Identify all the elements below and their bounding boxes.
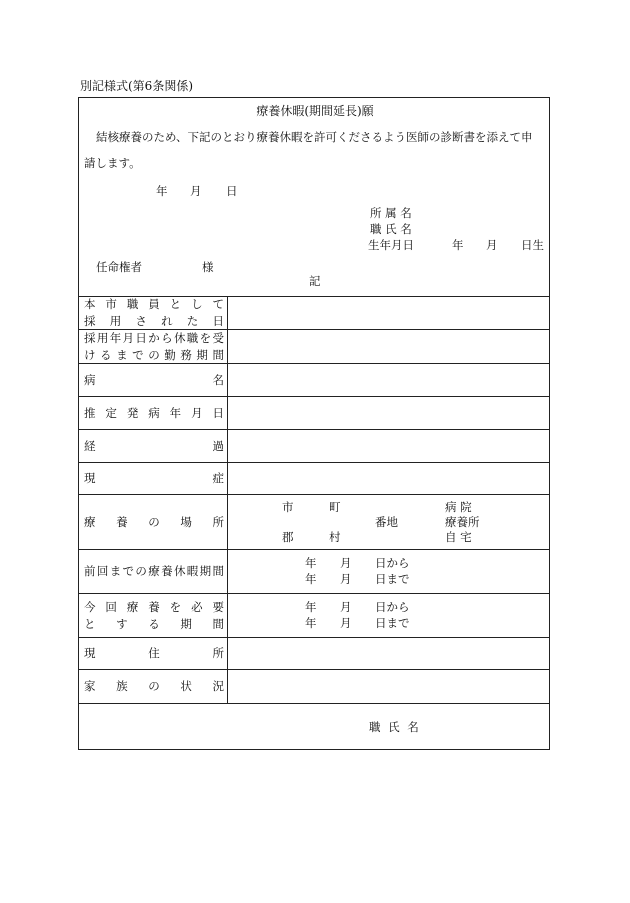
prev-from-month: 月 xyxy=(340,556,352,570)
place-machi: 町 xyxy=(329,500,341,514)
row-label-service-period xyxy=(84,330,224,363)
prev-to-year: 年 xyxy=(305,572,317,586)
place-gun: 郡 xyxy=(282,530,294,544)
row-label-current-condition xyxy=(84,463,224,494)
place-hospital: 病 院 xyxy=(445,500,472,514)
row-label-line: 今 回 療 養 を 必 要 xyxy=(84,599,224,614)
row-label-line: 採 用 さ れ た 日 xyxy=(84,314,224,328)
row-label-line: 経 過 xyxy=(84,438,224,453)
rule xyxy=(78,703,550,704)
birth-month: 月 xyxy=(486,238,498,252)
row-label-line: 推 定 発 病 年 月 日 xyxy=(84,405,224,420)
intro-line-1: 結核療養のため、下記のとおり療養休暇を許可くださるよう医師の診断書を添えて申 xyxy=(96,130,533,144)
row-label-line: 療 養 の 場 所 xyxy=(84,514,224,529)
place-mura: 村 xyxy=(329,530,341,544)
req-from-year: 年 xyxy=(305,600,317,614)
ki-mark: 記 xyxy=(309,274,321,288)
prev-to-suffix: 日まで xyxy=(375,572,410,586)
row-label-onset-date xyxy=(84,397,224,429)
form-title: 療養休暇(期間延長)願 xyxy=(256,104,374,118)
place-home: 自 宅 xyxy=(445,530,472,544)
req-from-month: 月 xyxy=(340,600,352,614)
date-year: 年 xyxy=(156,184,168,198)
prev-to-month: 月 xyxy=(340,572,352,586)
row-label-line: と す る 期 間 xyxy=(84,616,224,631)
place-shi: 市 xyxy=(282,500,294,514)
row-label-line: 現 症 xyxy=(84,471,224,485)
row-label-line: けるまでの勤務期間 xyxy=(84,347,224,362)
honorific: 様 xyxy=(202,260,214,274)
row-label-required-period xyxy=(84,594,224,637)
affiliation-label: 所 属 名 xyxy=(370,206,412,220)
row-label-treatment-place xyxy=(84,495,224,549)
date-month: 月 xyxy=(190,184,202,198)
req-from-suffix: 日から xyxy=(375,600,410,614)
req-to-suffix: 日まで xyxy=(375,616,410,630)
row-label-line: 採用年月日から休職を受 xyxy=(84,330,224,345)
prev-from-year: 年 xyxy=(305,556,317,570)
place-sanatorium: 療養所 xyxy=(445,515,480,529)
row-label-line: 病 名 xyxy=(84,372,224,387)
birth-suffix: 日生 xyxy=(521,238,544,252)
date-day: 日 xyxy=(226,184,238,198)
birth-year: 年 xyxy=(452,238,464,252)
row-label-line: 現 住 所 xyxy=(84,646,224,660)
req-to-year: 年 xyxy=(305,616,317,630)
place-banchi: 番地 xyxy=(375,515,398,529)
form-reference: 別記様式(第6条関係) xyxy=(80,79,193,93)
row-label-family xyxy=(84,670,224,703)
prev-from-suffix: 日から xyxy=(375,556,410,570)
row-label-line: 本 市 職 員 と し て xyxy=(84,297,224,311)
row-label-address xyxy=(84,638,224,669)
row-label-line: 前回までの療養休暇期間 xyxy=(84,564,224,578)
row-label-line: 家 族 の 状 況 xyxy=(84,679,224,693)
job-name-label: 職 氏 名 xyxy=(370,222,412,236)
req-to-month: 月 xyxy=(340,616,352,630)
row-label-disease xyxy=(84,364,224,396)
appointer-label: 任命権者 xyxy=(96,260,142,274)
birthdate-label: 生年月日 xyxy=(368,238,414,252)
row-label-previous-period xyxy=(84,550,224,593)
row-label-course xyxy=(84,430,224,462)
intro-line-2: 請します。 xyxy=(84,156,141,170)
column-divider xyxy=(227,296,228,703)
signature-label: 職 氏 名 xyxy=(369,720,421,734)
row-label-hire-date xyxy=(84,297,224,329)
